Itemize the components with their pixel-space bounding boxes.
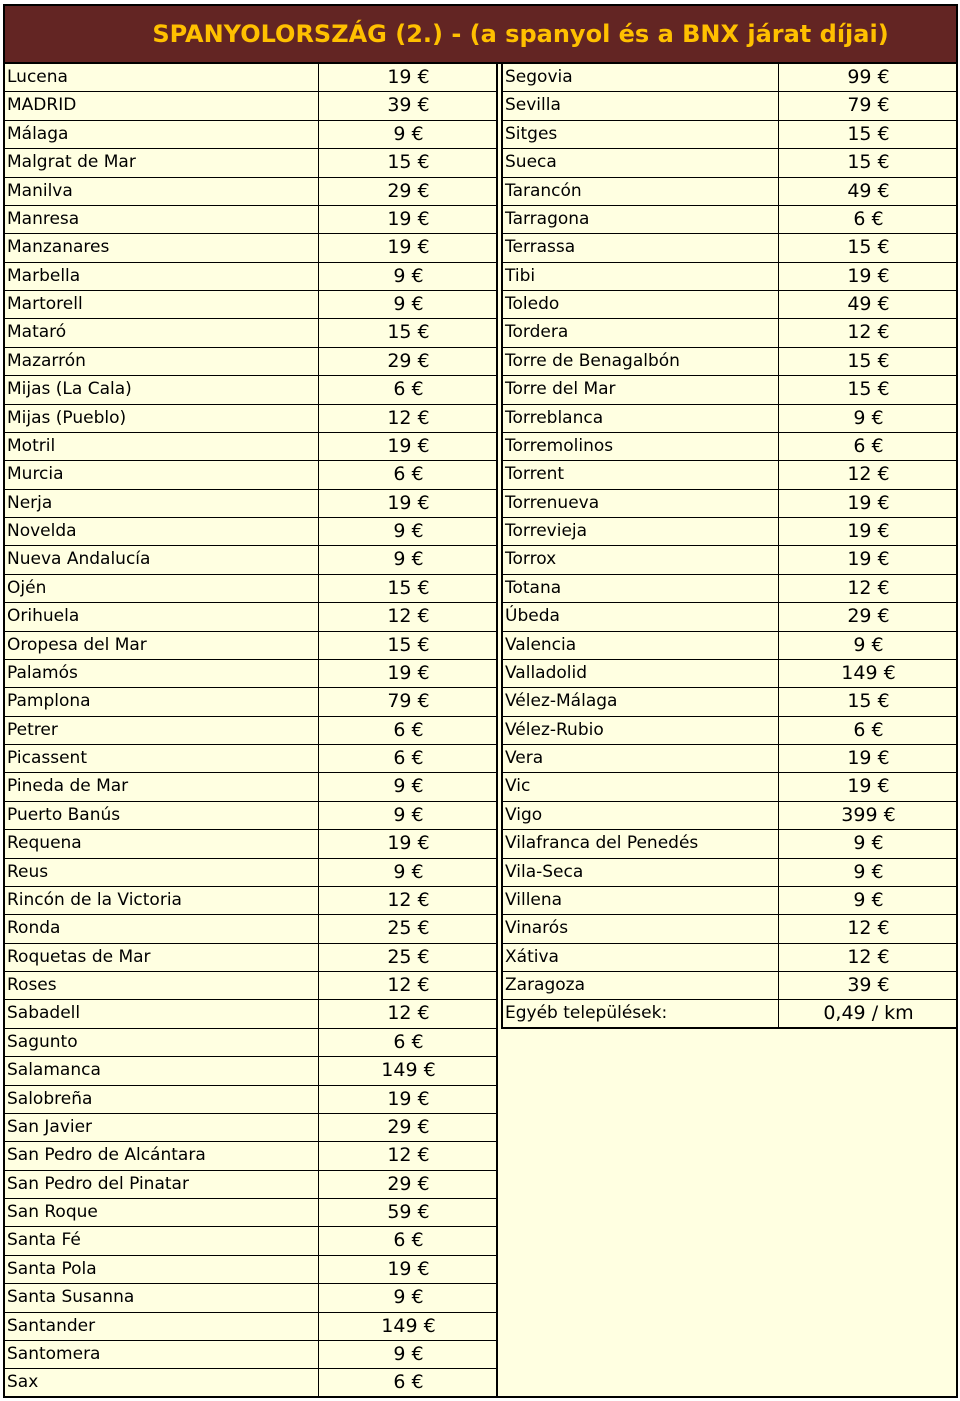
destination-price: 29 € — [318, 1171, 498, 1198]
destination-price: 6 € — [778, 206, 958, 233]
table-row — [5, 405, 496, 433]
table-row — [503, 859, 958, 887]
destination-price: 15 € — [778, 149, 958, 176]
table-row — [503, 830, 958, 858]
destination-price: 9 € — [318, 518, 498, 545]
destination-price: 0,49 / km — [778, 1000, 958, 1026]
destination-price: 6 € — [318, 376, 498, 403]
destination-price: 19 € — [778, 263, 958, 290]
destination-name: Totana — [505, 577, 562, 598]
destination-name: Tordera — [505, 322, 569, 343]
destination-name: Murcia — [7, 464, 64, 485]
destination-name: Tarragona — [505, 208, 590, 229]
destination-price: 19 € — [778, 773, 958, 800]
destination-name: Sevilla — [505, 95, 561, 116]
destination-name: Ronda — [7, 918, 61, 939]
table-row — [5, 518, 496, 546]
destination-name: Terrassa — [505, 237, 576, 258]
table-row — [5, 632, 496, 660]
destination-name: Torrox — [505, 549, 557, 570]
table-row — [5, 1057, 496, 1085]
table-row — [503, 518, 958, 546]
destination-name: Manzanares — [7, 237, 110, 258]
destination-price: 12 € — [778, 461, 958, 488]
destination-price: 19 € — [778, 745, 958, 772]
destination-price: 12 € — [318, 405, 498, 432]
destination-price: 149 € — [778, 660, 958, 687]
table-row — [5, 319, 496, 347]
destination-name: Santa Pola — [7, 1258, 97, 1279]
destination-name: Nerja — [7, 492, 53, 513]
destination-price: 12 € — [318, 1142, 498, 1169]
destination-price: 6 € — [318, 1029, 498, 1056]
destination-name: Segovia — [505, 67, 573, 87]
destination-name: Sabadell — [7, 1003, 81, 1024]
table-row — [503, 92, 958, 120]
destination-price: 15 € — [318, 632, 498, 659]
destination-name: Sueca — [505, 152, 557, 173]
table-row — [503, 660, 958, 688]
table-row — [503, 603, 958, 631]
destination-name: Vera — [505, 748, 544, 768]
destination-name: Malgrat de Mar — [7, 152, 136, 173]
destination-price: 149 € — [318, 1057, 498, 1084]
destination-name: Salamanca — [7, 1060, 101, 1081]
table-row — [503, 461, 958, 489]
destination-name: Reus — [7, 861, 49, 882]
table-row — [5, 376, 496, 404]
destination-price: 9 € — [318, 291, 498, 318]
table-row — [503, 575, 958, 603]
destination-name: Roses — [7, 975, 57, 995]
destination-name: Oropesa del Mar — [7, 634, 147, 655]
table-row — [503, 490, 958, 518]
table-row — [5, 1086, 496, 1114]
destination-name: Vilafranca del Penedés — [505, 833, 699, 854]
table-row — [503, 263, 958, 291]
destination-name: Novelda — [7, 521, 77, 541]
destination-price: 9 € — [318, 263, 498, 290]
destination-name: Mijas (Pueblo) — [7, 407, 127, 428]
destination-name: Vila-Seca — [505, 861, 584, 882]
table-row — [5, 461, 496, 489]
destination-name: Vic — [505, 776, 531, 797]
destination-price: 6 € — [778, 433, 958, 460]
destination-price: 12 € — [778, 575, 958, 602]
destination-name: Torre de Benagalbón — [505, 350, 680, 371]
destination-price: 15 € — [778, 376, 958, 403]
destination-price: 12 € — [318, 1000, 498, 1027]
table-row — [5, 263, 496, 291]
destination-price: 399 € — [778, 802, 958, 829]
destination-price: 99 € — [778, 64, 958, 91]
table-row — [5, 1284, 496, 1312]
destination-name: Pamplona — [7, 691, 91, 712]
destination-price: 15 € — [778, 121, 958, 148]
right-column — [501, 64, 958, 1029]
destination-name: Palamós — [7, 662, 78, 683]
table-row — [503, 972, 958, 1000]
destination-name: Vélez-Rubio — [505, 719, 604, 740]
destination-name: Marbella — [7, 265, 81, 286]
destination-price: 6 € — [318, 1227, 498, 1254]
table-row — [5, 745, 496, 773]
destination-name: Rincón de la Victoria — [7, 889, 182, 910]
destination-name: Santa Fé — [7, 1230, 81, 1251]
destination-price: 9 € — [778, 830, 958, 857]
table-row — [5, 1199, 496, 1227]
destination-name: Zaragoza — [505, 975, 586, 995]
destination-price: 12 € — [778, 915, 958, 942]
destination-price: 9 € — [318, 1341, 498, 1368]
table-row — [503, 319, 958, 347]
table-title-bar — [5, 6, 956, 64]
table-row — [503, 688, 958, 716]
table-row — [503, 773, 958, 801]
destination-price: 9 € — [778, 405, 958, 432]
destination-name: San Javier — [7, 1116, 93, 1137]
destination-name: Motril — [7, 435, 56, 456]
destination-price: 19 € — [778, 518, 958, 545]
destination-name: Torrenueva — [505, 492, 600, 513]
destination-name: Vigo — [505, 804, 543, 825]
destination-name: Sagunto — [7, 1031, 78, 1052]
destination-price: 9 € — [318, 546, 498, 573]
table-row — [5, 1029, 496, 1057]
destination-price: 19 € — [778, 490, 958, 517]
destination-name: Lucena — [7, 67, 68, 87]
destination-name: Pineda de Mar — [7, 776, 129, 797]
destination-price: 19 € — [318, 1256, 498, 1283]
table-row — [5, 234, 496, 262]
price-table — [3, 4, 958, 1398]
table-row — [503, 433, 958, 461]
destination-name: Puerto Banús — [7, 804, 121, 825]
destination-price: 25 € — [318, 915, 498, 942]
destination-price: 25 € — [318, 944, 498, 971]
table-row — [5, 603, 496, 631]
table-row — [503, 944, 958, 972]
destination-name: Sitges — [505, 123, 558, 144]
table-row — [5, 1142, 496, 1170]
destination-price: 19 € — [318, 64, 498, 91]
destination-name: Valladolid — [505, 662, 588, 683]
destination-name: Orihuela — [7, 606, 80, 627]
destination-name: Toledo — [505, 294, 560, 314]
table-row — [503, 405, 958, 433]
destination-name: Nueva Andalucía — [7, 549, 151, 570]
destination-name: Picassent — [7, 748, 87, 768]
destination-price: 6 € — [318, 745, 498, 772]
destination-price: 12 € — [778, 944, 958, 971]
table-row — [5, 944, 496, 972]
table-row — [503, 717, 958, 745]
table-row — [503, 178, 958, 206]
destination-price: 19 € — [318, 1086, 498, 1113]
left-column — [5, 64, 498, 1398]
table-row — [5, 121, 496, 149]
destination-price: 9 € — [778, 859, 958, 886]
table-row — [503, 64, 958, 92]
destination-price: 149 € — [318, 1313, 498, 1340]
destination-price: 9 € — [778, 887, 958, 914]
destination-name: Manresa — [7, 208, 80, 229]
destination-name: Martorell — [7, 294, 83, 314]
table-row — [503, 1000, 958, 1028]
destination-price: 19 € — [778, 546, 958, 573]
destination-name: Xátiva — [505, 946, 559, 967]
destination-name: Tarancón — [505, 180, 582, 201]
destination-price: 19 € — [318, 433, 498, 460]
destination-name: Requena — [7, 833, 82, 854]
table-row — [5, 1114, 496, 1142]
destination-price: 19 € — [318, 234, 498, 261]
destination-price: 59 € — [318, 1199, 498, 1226]
destination-price: 15 € — [318, 149, 498, 176]
destination-price: 19 € — [318, 490, 498, 517]
table-row — [5, 575, 496, 603]
table-row — [503, 887, 958, 915]
table-row — [5, 1313, 496, 1341]
destination-price: 49 € — [778, 178, 958, 205]
destination-price: 12 € — [318, 887, 498, 914]
table-row — [5, 887, 496, 915]
destination-price: 12 € — [778, 319, 958, 346]
destination-name: Málaga — [7, 123, 69, 144]
destination-name: Manilva — [7, 180, 73, 201]
destination-name: Villena — [505, 889, 563, 910]
destination-name: Valencia — [505, 634, 577, 655]
table-title: SPANYOLORSZÁG (2.) - (a spanyol és a BNX járat díjai) — [152, 20, 889, 48]
table-row — [503, 632, 958, 660]
table-row — [503, 121, 958, 149]
table-row — [503, 915, 958, 943]
table-row — [503, 206, 958, 234]
table-row — [5, 433, 496, 461]
destination-name: Mijas (La Cala) — [7, 379, 132, 400]
destination-name: Torre del Mar — [505, 379, 616, 400]
destination-price: 15 € — [318, 575, 498, 602]
table-row — [5, 1171, 496, 1199]
destination-price: 39 € — [778, 972, 958, 999]
destination-price: 29 € — [318, 348, 498, 375]
destination-name: Sax — [7, 1372, 39, 1393]
destination-name: Vinarós — [505, 918, 569, 939]
destination-price: 19 € — [318, 830, 498, 857]
table-row — [5, 1256, 496, 1284]
destination-name: Torrevieja — [505, 521, 588, 541]
destination-name: Petrer — [7, 719, 58, 740]
destination-name: Tibi — [505, 265, 536, 286]
destination-name: San Pedro de Alcántara — [7, 1145, 206, 1166]
destination-name: Úbeda — [505, 606, 560, 627]
destination-price: 79 € — [778, 92, 958, 119]
destination-name: Santomera — [7, 1343, 101, 1364]
destination-price: 49 € — [778, 291, 958, 318]
table-row — [5, 773, 496, 801]
destination-price: 19 € — [318, 206, 498, 233]
destination-price: 29 € — [318, 178, 498, 205]
table-row — [5, 660, 496, 688]
destination-price: 79 € — [318, 688, 498, 715]
destination-price: 9 € — [778, 632, 958, 659]
destination-name: Roquetas de Mar — [7, 946, 151, 967]
table-row — [5, 546, 496, 574]
destination-price: 15 € — [778, 348, 958, 375]
destination-name: San Roque — [7, 1202, 98, 1222]
table-row — [5, 688, 496, 716]
table-row — [503, 546, 958, 574]
destination-name: Torremolinos — [505, 435, 614, 456]
table-row — [503, 291, 958, 319]
destination-price: 9 € — [318, 773, 498, 800]
table-row — [5, 1341, 496, 1369]
table-row — [5, 1369, 496, 1397]
table-row — [5, 178, 496, 206]
table-row — [5, 802, 496, 830]
destination-name: Torreblanca — [505, 407, 604, 428]
destination-name: MADRID — [7, 95, 77, 116]
destination-price: 12 € — [318, 603, 498, 630]
table-row — [503, 376, 958, 404]
table-row — [5, 92, 496, 120]
destination-price: 15 € — [778, 234, 958, 261]
table-row — [5, 859, 496, 887]
table-row — [503, 745, 958, 773]
table-row — [503, 802, 958, 830]
table-row — [5, 1227, 496, 1255]
destination-name: Ojén — [7, 577, 47, 598]
destination-name: Salobreña — [7, 1088, 93, 1109]
destination-price: 12 € — [318, 972, 498, 999]
destination-price: 39 € — [318, 92, 498, 119]
destination-price: 15 € — [778, 688, 958, 715]
table-row — [5, 149, 496, 177]
table-row — [5, 830, 496, 858]
destination-price: 9 € — [318, 859, 498, 886]
table-row — [503, 149, 958, 177]
destination-price: 19 € — [318, 660, 498, 687]
table-row — [5, 490, 496, 518]
destination-price: 29 € — [318, 1114, 498, 1141]
destination-name: Egyéb települések: — [505, 1003, 668, 1024]
destination-name: Mazarrón — [7, 350, 86, 371]
destination-price: 6 € — [778, 717, 958, 744]
destination-price: 29 € — [778, 603, 958, 630]
table-row — [503, 234, 958, 262]
destination-price: 15 € — [318, 319, 498, 346]
table-row — [5, 348, 496, 376]
destination-name: Torrent — [505, 464, 565, 485]
table-row — [5, 972, 496, 1000]
destination-name: San Pedro del Pinatar — [7, 1173, 189, 1194]
destination-name: Santander — [7, 1315, 96, 1336]
table-row — [5, 64, 496, 92]
destination-price: 9 € — [318, 121, 498, 148]
table-row — [5, 291, 496, 319]
table-row — [5, 206, 496, 234]
table-row — [5, 717, 496, 745]
table-row — [503, 348, 958, 376]
destination-price: 6 € — [318, 461, 498, 488]
destination-price: 6 € — [318, 1369, 498, 1396]
table-row — [5, 1000, 496, 1028]
table-row — [5, 915, 496, 943]
destination-price: 6 € — [318, 717, 498, 744]
destination-name: Santa Susanna — [7, 1287, 135, 1308]
destination-name: Vélez-Málaga — [505, 691, 618, 712]
destination-price: 9 € — [318, 1284, 498, 1311]
destination-price: 9 € — [318, 802, 498, 829]
destination-name: Mataró — [7, 322, 67, 343]
